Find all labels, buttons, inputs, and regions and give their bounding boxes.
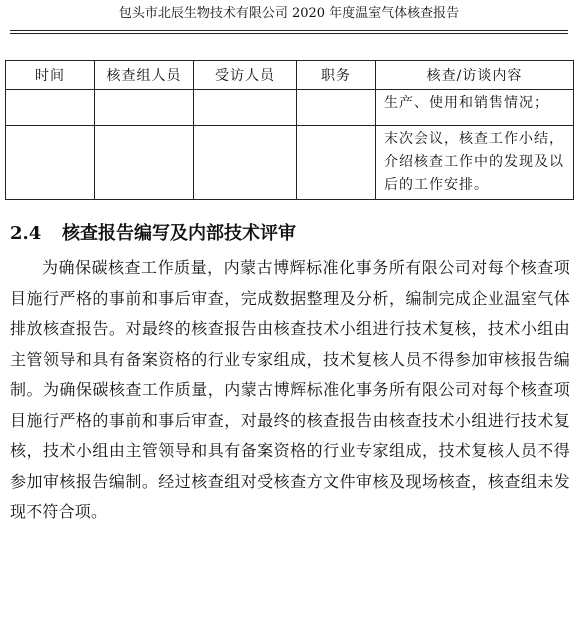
table-cell: 末次会议，核查工作小结，介绍核查工作中的发现及以后的工作安排。 — [376, 126, 574, 200]
audit-table — [5, 60, 574, 200]
table-cell — [95, 90, 194, 126]
table-row — [6, 90, 574, 126]
table-row — [6, 126, 574, 200]
table-header-cell: 时间 — [6, 61, 95, 90]
table-header-cell: 职务 — [297, 61, 376, 90]
section-number: 2.4 — [10, 223, 42, 244]
header-rule — [10, 30, 568, 31]
section-heading — [10, 219, 296, 245]
table-cell — [194, 126, 297, 200]
table-cell — [6, 126, 95, 200]
table-header-cell: 核查组人员 — [95, 61, 194, 90]
table-cell — [95, 126, 194, 200]
body-text — [10, 253, 570, 528]
table-cell — [6, 90, 95, 126]
section-title: 核查报告编写及内部技术评审 — [62, 223, 296, 244]
table-cell — [194, 90, 297, 126]
paragraph: 为确保碳核查工作质量，内蒙古博辉标准化事务所有限公司对每个核查项目施行严格的事前和事后审查，完成数据整理及分析，编制完成企业温室气体排放核查报告。对最终的核查报告由核查技术小组进行技术复核，技术小组由主管领导和具有备案资格的行业专家组成，技术复核人员不得参加审核报告编制。为确保碳核查工作质量，内蒙古博辉标准化事务所有限公司对每个核查项目施行严格的事前和事后审查，对最终的核查报告由核查技术小组进行技术复核，技术小组由主管领导和具有备案资格的行业专家组成，技术复核人员不得参加审核报告编制。经过核查组对受核查方文件审核及现场核查，核查组未发现不符合项。 — [10, 258, 570, 521]
header-rule — [10, 33, 568, 34]
table-header-cell: 受访人员 — [194, 61, 297, 90]
table-cell — [297, 126, 376, 200]
page-header: 包头市北辰生物技术有限公司 2020 年度温室气体核查报告 — [118, 6, 460, 21]
table-header-cell: 核查/访谈内容 — [376, 61, 574, 90]
table-header-row — [6, 61, 574, 90]
table-cell — [297, 90, 376, 126]
table-cell: 生产、使用和销售情况； — [376, 90, 574, 126]
